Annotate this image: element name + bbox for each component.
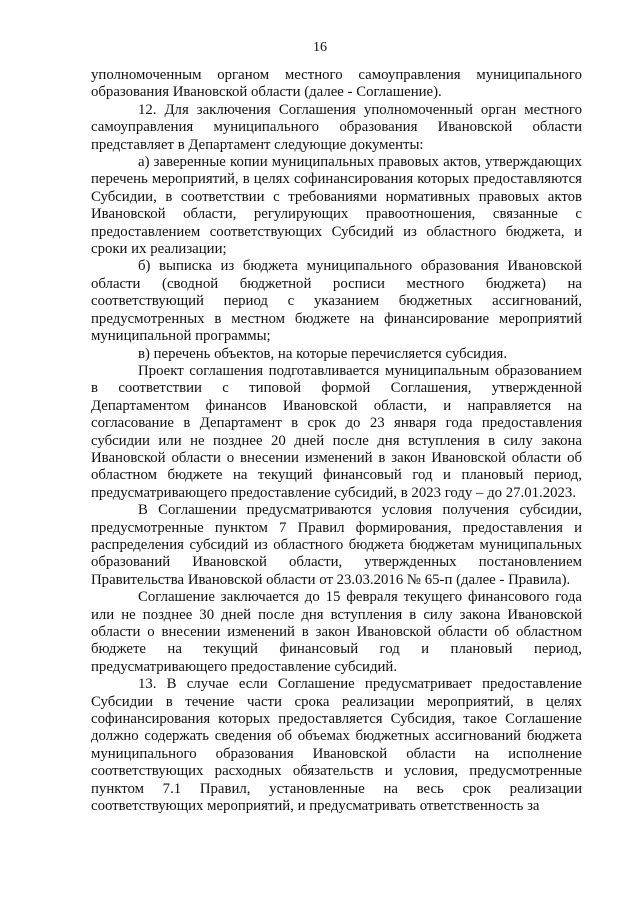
paragraph-item-12: 12. Для заключения Соглашения уполномоченный орган местного самоуправления муниципального образования Ивановской области представляет в Департамент следующие документы: — [91, 101, 582, 153]
paragraph-subitem-v: в) перечень объектов, на которые перечисляется субсидия. — [138, 345, 508, 362]
paragraph-agreement-deadline: Соглашение заключается до 15 февраля текущего финансового года или не позднее 30 дней после дня вступления в силу закона Ивановской области о внесении изменений в закон Ивановской области об областном бюджете на текущий финансовый год и плановый период, предусматривающего предоставление субсидий. — [91, 589, 582, 675]
paragraph-subitem-b: б) выписка из бюджета муниципального образования Ивановской области (сводной бюджетной росписи местного бюджета) на соответствующий период с указанием бюджетных ассигнований, предусмотренных в местном бюджете на финансирование мероприятий муниципальной программы; — [91, 258, 582, 345]
paragraph-continuation: уполномоченным органом местного самоуправления муниципального образования Ивановской области (далее - Соглашение). — [91, 67, 582, 101]
paragraph-agreement-conditions: В Соглашении предусматриваются условия получения субсидии, предусмотренные пунктом 7 Правил формирования, предоставления и распределения субсидий из областного бюджета бюджетам муниципальных образований Ивановской области, утвержденных постановлением Правительства Ивановской области от 23.03.2016 № 65-п (далее - Правила). — [91, 502, 582, 588]
document-body — [91, 67, 582, 815]
paragraph-subitem-a: а) заверенные копии муниципальных правовых актов, утверждающих перечень мероприятий, в целях софинансирования которых предоставляются Субсидии, в соответствии с требованиями нормативных правовых актов Ивановской области, регулирующих правоотношения, связанные с предоставлением соответствующих Субсидий из областного бюджета, и сроки их реализации; — [91, 154, 582, 258]
page-number: 16 — [313, 40, 327, 55]
paragraph-draft-agreement: Проект соглашения подготавливается муниципальным образованием в соответствии с типовой формой Соглашения, утвержденной Департаментом финансов Ивановской области, и направляется на согласование в Департамент в срок до 23 января года предоставления субсидии или не позднее 20 дней после дня вступления в силу закона Ивановской области о внесении изменений в закон Ивановской области об областном бюджете на текущий финансовый год и плановый период, предусматривающего предоставление субсидий, в 2023 году – до 27.01.2023. — [91, 362, 582, 501]
paragraph-item-13: 13. В случае если Соглашение предусматривает предоставление Субсидии в течение части срока реализации мероприятий, в целях софинансирования которых предоставляется Субсидия, такое Соглашение должно содержать сведения об объемах бюджетных ассигнований бюджета муниципального образования Ивановской области на исполнение соответствующих расходных обязательств и условия, предусмотренные пунктом 7.1 Правил, установленные на весь срок реализации соответствующих мероприятий, и предусматривать ответственность за — [91, 676, 582, 815]
